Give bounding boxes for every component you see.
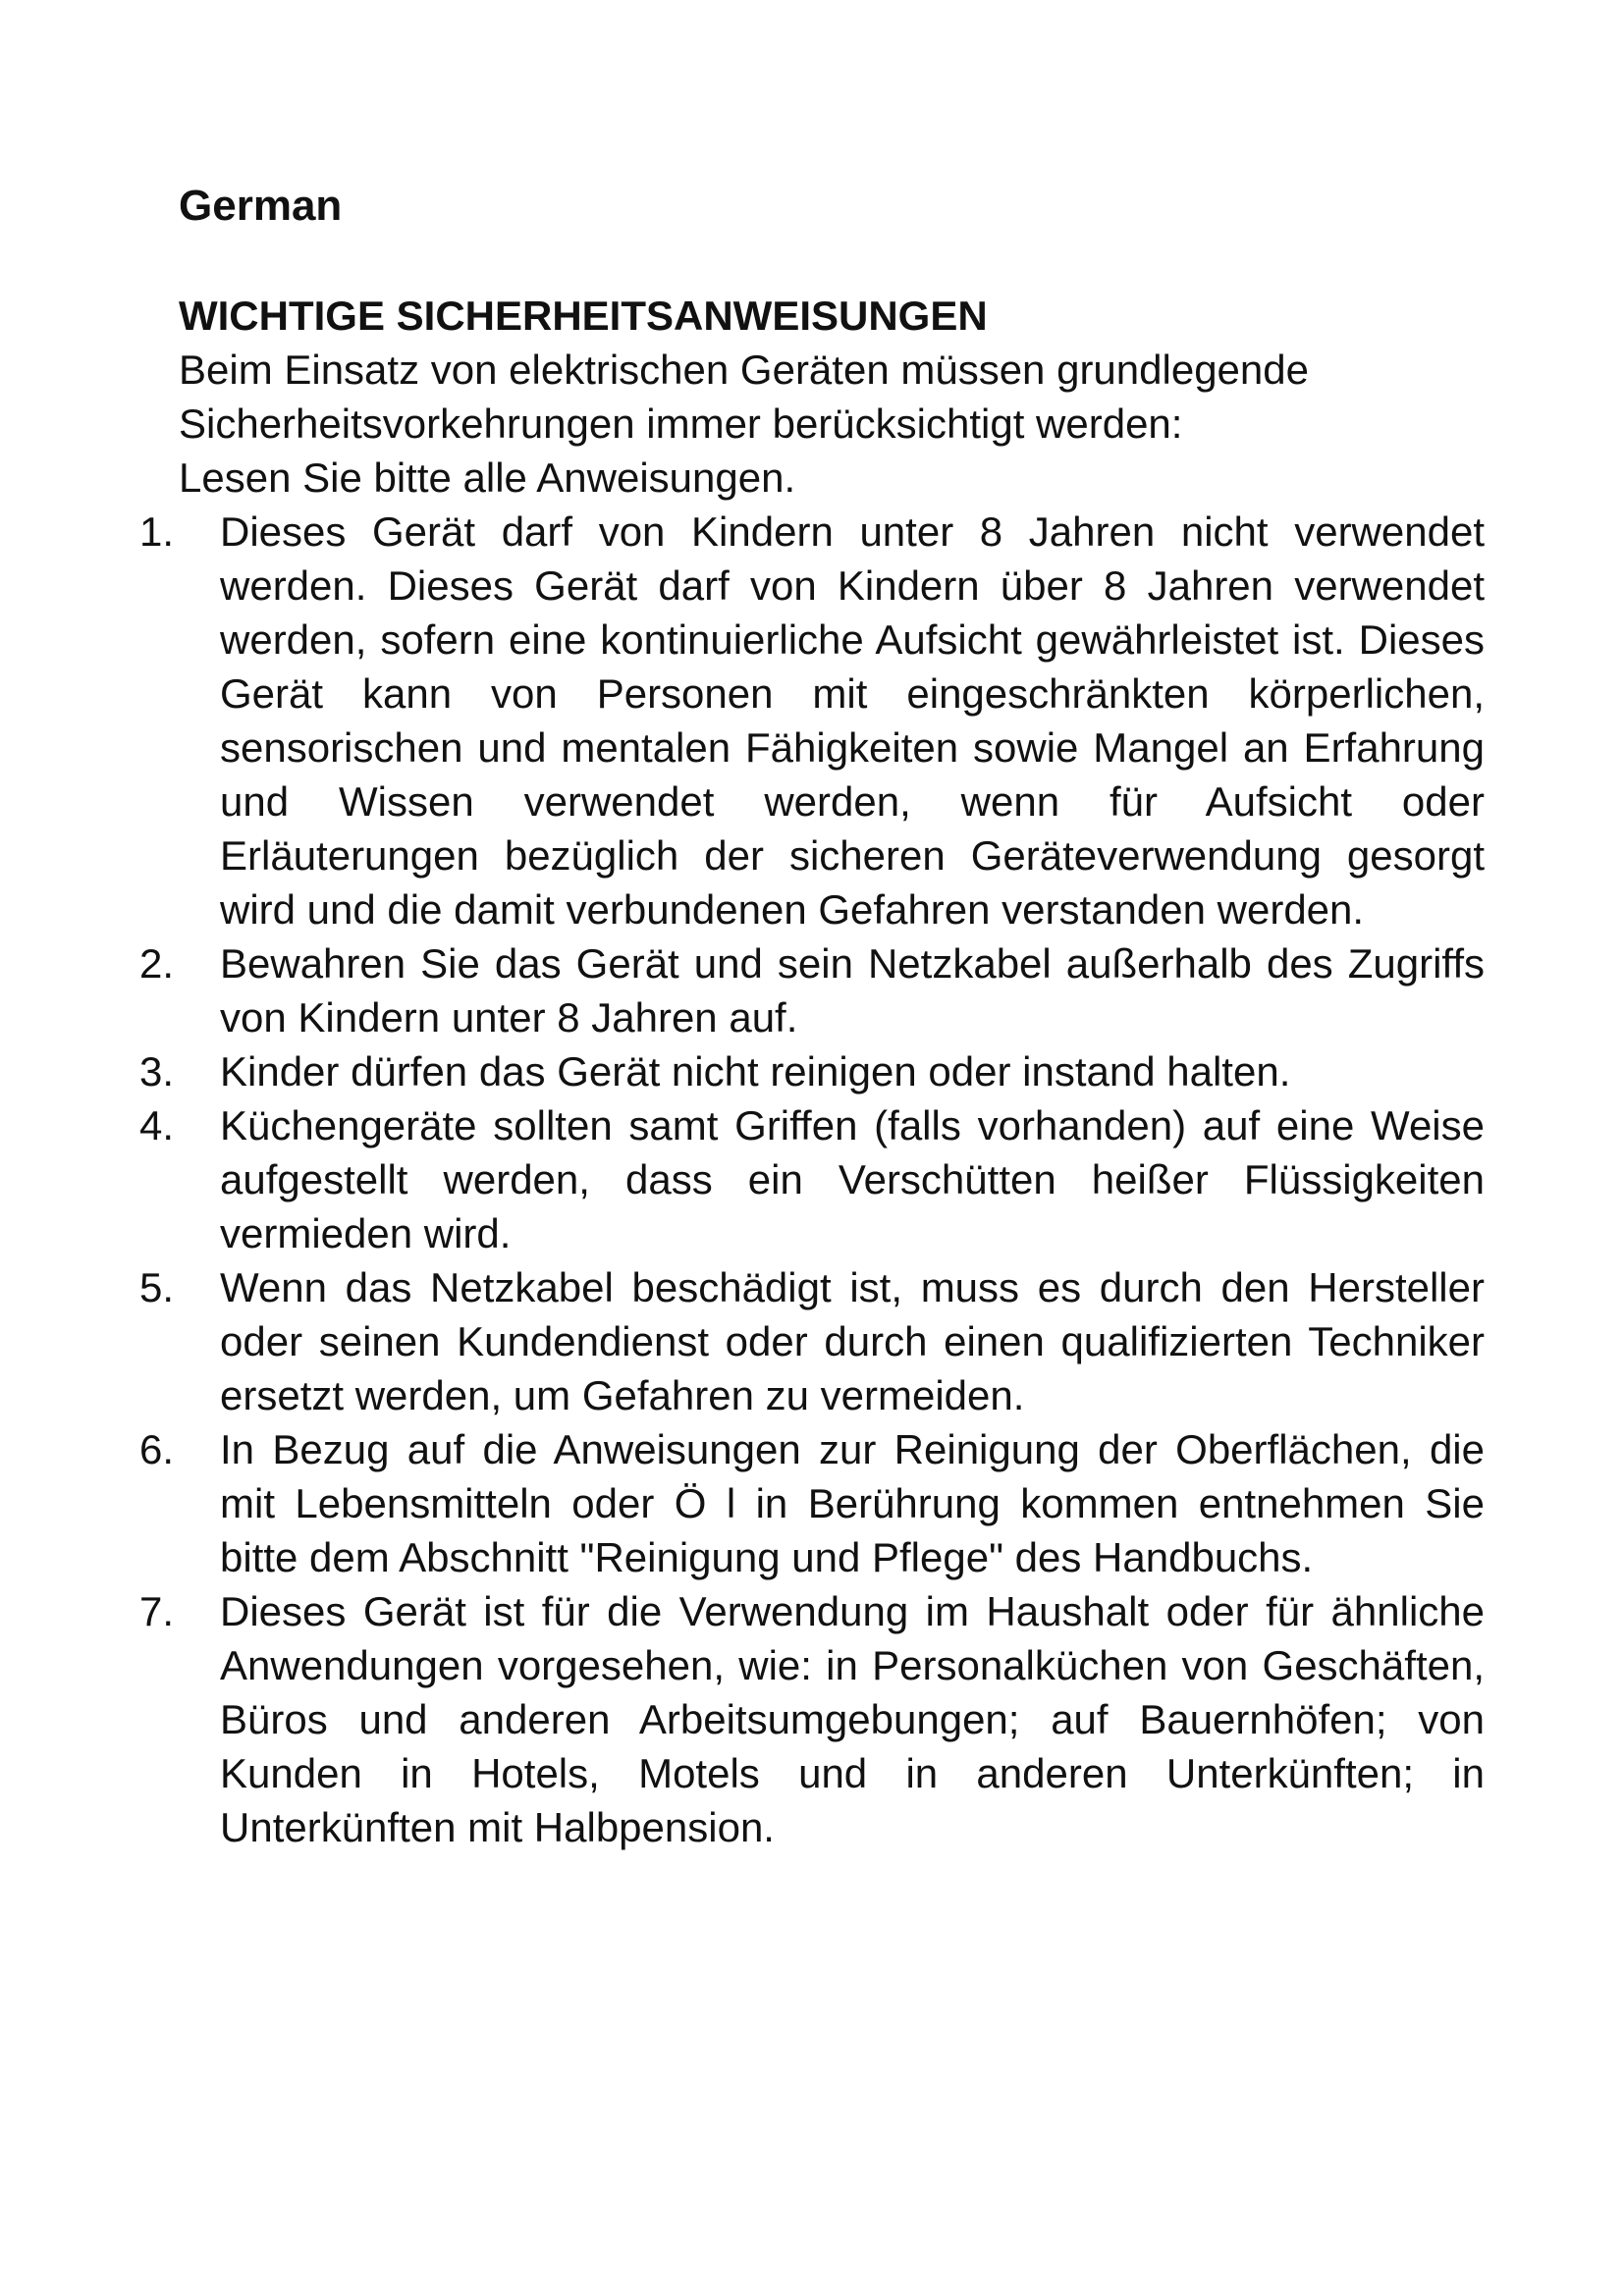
item-text: Bewahren Sie das Gerät und sein Netzkabel außerhalb des Zugriffs von Kindern unter 8 Jahren auf. xyxy=(220,940,1485,1041)
intro-line: Sicherheitsvorkehrungen immer berücksichtigt werden: xyxy=(179,400,1183,447)
language-label: German xyxy=(179,182,343,230)
item-number: 7. xyxy=(139,1588,175,1634)
item-text: Dieses Gerät darf von Kindern unter 8 Jahren nicht verwendet werden. Dieses Gerät darf von Kindern über 8 Jahren verwendet werden, sofern eine kontinuierliche Aufsicht gewährleistet ist. Dieses Gerät kann von Personen mit eingeschränkten körperlichen, sensorischen und mentalen Fähigkeiten sowie Mangel an Erfahrung und Wissen verwendet werden, wenn für Aufsicht oder Erläuterungen bezüglich der sicheren Geräteverwendung gesorgt wird und die damit verbundenen Gefahren verstanden werden. xyxy=(220,508,1485,933)
list-item xyxy=(139,1422,1485,1584)
item-number: 4. xyxy=(139,1102,175,1148)
safety-section xyxy=(139,289,1485,1854)
item-text: In Bezug auf die Anweisungen zur Reinigung der Oberflächen, die mit Lebensmitteln oder Ö l in Berührung kommen entnehmen Sie bitte dem Abschnitt "Reinigung und Pflege" des Handbuchs. xyxy=(220,1426,1485,1580)
item-text: Dieses Gerät ist für die Verwendung im Haushalt oder für ähnliche Anwendungen vorgesehen, wie: in Personalküchen von Geschäften, Büros und anderen Arbeitsumgebungen; auf Bauernhöfen; von Kunden in Hotels, Motels und in anderen Unterkünften; in Unterkünften mit Halbpension. xyxy=(220,1588,1485,1850)
section-heading: WICHTIGE SICHERHEITSANWEISUNGEN xyxy=(179,293,988,339)
intro-paragraph xyxy=(179,343,1485,505)
item-number: 3. xyxy=(139,1048,175,1095)
intro-line: Lesen Sie bitte alle Anweisungen. xyxy=(179,454,796,501)
item-text: Küchengeräte sollten samt Griffen (falls vorhanden) auf eine Weise aufgestellt werden, dass ein Verschütten heißer Flüssigkeiten vermieden wird. xyxy=(220,1102,1485,1256)
item-text: Kinder dürfen das Gerät nicht reinigen oder instand halten. xyxy=(220,1048,1291,1095)
list-item xyxy=(139,1584,1485,1854)
item-number: 5. xyxy=(139,1264,175,1310)
list-item xyxy=(139,936,1485,1044)
item-number: 2. xyxy=(139,940,175,987)
list-item xyxy=(139,1260,1485,1422)
item-number: 1. xyxy=(139,508,175,555)
list-item xyxy=(139,505,1485,936)
item-text: Wenn das Netzkabel beschädigt ist, muss es durch den Hersteller oder seinen Kundendienst oder durch einen qualifizierten Techniker ersetzt werden, um Gefahren zu vermeiden. xyxy=(220,1264,1485,1418)
safety-instructions-list xyxy=(139,505,1485,1854)
list-item xyxy=(139,1044,1485,1098)
list-item xyxy=(139,1098,1485,1260)
item-number: 6. xyxy=(139,1426,175,1472)
intro-line: Beim Einsatz von elektrischen Geräten müssen grundlegende xyxy=(179,347,1309,393)
